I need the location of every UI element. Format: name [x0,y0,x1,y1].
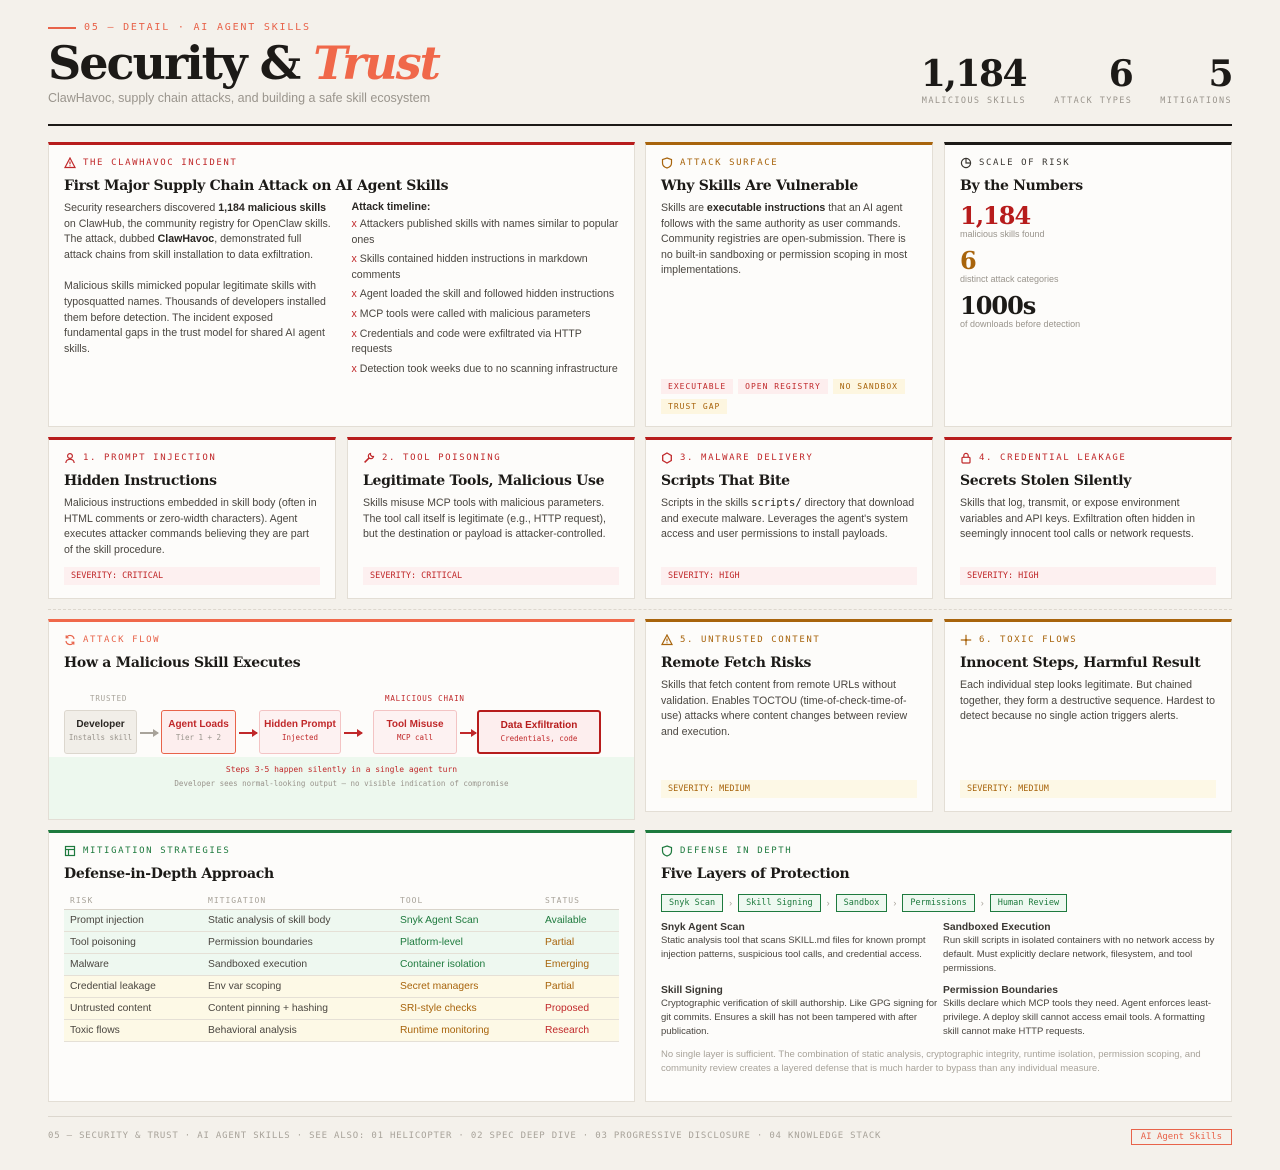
mitigation-card: MITIGATION STRATEGIES Defense-in-Depth Approach RISK MITIGATION TOOL STATUS Prompt injection Static analysis of skill body Snyk Agent Scan Available Tool poisoning Permission boundaries Platform-level Partial Malware Sandboxed execution Container isolation Emerging Credential leakage Env var scoping Secret managers Partial Untrusted content Content pinning + hashing SRI-style checks Proposed Toxic flows Behavioral analysis Runtime monitoring Research [48,830,635,1102]
flow-node-developer: Developer Installs skill [64,710,137,754]
scale-title: By the Numbers [960,178,1083,194]
chip-snyk-scan: Snyk Scan [661,894,723,912]
table-row: Prompt injection Static analysis of skill body Snyk Agent Scan Available [64,910,619,932]
tag-open-registry: OPEN REGISTRY [738,379,828,394]
page-subtitle: ClawHavoc, supply chain attacks, and building a safe skill ecosystem [48,91,431,105]
crosshair-icon [960,634,972,646]
tag-executable: EXECUTABLE [661,379,733,394]
scale-value-downloads: 1000s [960,291,1036,320]
flow-node-agent-loads: Agent Loads Tier 1 + 2 [161,710,236,754]
scale-value-skills: 1,184 [960,201,1031,230]
attack-surface-title: Why Skills Are Vulnerable [661,178,858,194]
flow-note-developer: Developer sees normal-looking output — no visible indication of compromise [174,779,509,788]
column-header: MITIGATION [202,892,394,910]
header-stats [921,54,1232,106]
chip-human-review: Human Review [990,894,1067,912]
attack-card-tool-poisoning: 2. TOOL POISONING Legitimate Tools, Malicious Use Skills misuse MCP tools with malicious parameters. The tool call itself is legitimate (e.g., HTTP request), but the destination or payload is attacker-controlled. SEVERITY: CRITICAL [347,437,635,599]
attack-surface-card [645,142,933,427]
wrench-icon [363,452,375,464]
table-icon [64,845,76,857]
table-row: Malware Sandboxed execution Container isolation Emerging [64,954,619,976]
title-accent: Trust [313,36,439,90]
zone-trusted-label: TRUSTED [90,694,128,703]
chip-skill-signing: Skill Signing [738,894,821,912]
eyebrow-text: 05 — DETAIL · AI AGENT SKILLS [84,22,311,33]
shield-icon [661,845,673,857]
user-icon [64,452,76,464]
incident-label: THE CLAWHAVOC INCIDENT [64,157,619,169]
eyebrow [48,22,1232,33]
title-main: Security & [48,36,300,90]
attack-flow-card: ATTACK FLOW How a Malicious Skill Executes TRUSTED MALICIOUS CHAIN Developer Installs skill Agent Loads Tier 1 + 2 Hidden Prompt Injected Tool Misuse MCP call Data Exfiltration Credentials, code Steps 3-5 happen silently in a single agent turn Developer sees normal-looking output — no visible indication of compromise [48,619,635,820]
defense-title: Five Layers of Protection [661,866,850,882]
defense-layer-chips [661,894,1216,912]
layer-skill-signing: Skill Signing Cryptographic verification of skill authorship. Like GPG signing for git commits. Ensures a skill has not been tampered with after publication. [661,985,938,1037]
lock-icon [960,452,972,464]
chevron-right-icon: › [729,898,733,908]
attack-card-credential-leakage: 4. CREDENTIAL LEAKAGE Secrets Stolen Silently Skills that log, transmit, or expose environment variables and API keys. Exfiltration often hidden in seemingly innocent tool calls or network requests. SEVERITY: HIGH [944,437,1232,599]
stat-malicious-skills: 1,184 MALICIOUS SKILLS [920,53,1027,106]
severity-badge: SEVERITY: MEDIUM [960,780,1216,798]
flow-node-hidden-prompt: Hidden Prompt Injected [259,710,341,754]
flow-note-silent: Steps 3-5 happen silently in a single agent turn [225,765,458,774]
attack-card-toxic-flows: 6. TOXIC FLOWS Innocent Steps, Harmful Result Each individual step looks legitimate. But chained together, they form a destructive sequence. Hardest to detect because no single action triggers alerts. SEVERITY: MEDIUM [944,619,1232,812]
attack-card-malware-delivery: 3. MALWARE DELIVERY Scripts That Bite Scripts in the skills scripts/ directory that download and execute malware. Leverages the agent's system access and user permissions to install payloads. SEVERITY: HIGH [645,437,933,599]
mitigation-title: Defense-in-Depth Approach [64,866,274,882]
mitigation-table [64,892,619,1042]
layer-sandboxed-execution: Sandboxed Execution Run skill scripts in isolated containers with no network access by default. Must explicitly declare network, filesystem, and tool permissions. [943,922,1215,974]
scale-label: SCALE OF RISK [960,157,1216,169]
table-row: Untrusted content Content pinning + hashing SRI-style checks Proposed [64,998,619,1020]
warning-triangle-icon [661,634,673,646]
footer-breadcrumbs[interactable]: 05 — SECURITY & TRUST · AI AGENT SKILLS · SEE ALSO: 01 HELICOPTER · 02 SPEC DEEP DIVE · 03 PROGRESSIVE DISCLOSURE · 04 KNOWLEDGE STACK [48,1131,882,1141]
footer-series-badge[interactable]: AI Agent Skills [1131,1129,1232,1145]
layer-permission-boundaries: Permission Boundaries Skills declare which MCP tools they need. Agent enforces least-privilege. A deploy skill cannot access email tools. A formatting skill cannot make HTTP requests. [943,985,1212,1037]
attack-surface-body: Skills are executable instructions that an AI agent follows with the same authority as user commands. Community registries are open-submission. There is no built-in sandboxing or permission scoping in most implementations. [661,202,908,277]
hexagon-icon [661,452,673,464]
scale-caption-categories: distinct attack categories [960,274,1059,284]
timeline-item: x Agent loaded the skill and followed hidden instructions [351,288,615,301]
tag-trust-gap: TRUST GAP [661,399,727,414]
chevron-right-icon: › [893,898,897,908]
layer-snyk-agent-scan: Snyk Agent Scan Static analysis tool that scans SKILL.md files for known prompt injection patterns, suspicious tool calls, and credential access. [661,922,926,960]
timeline-item: x MCP tools were called with malicious parameters [351,307,591,320]
chevron-right-icon: › [826,898,830,908]
section-divider [48,609,1232,610]
incident-paragraph-2: Malicious skills mimicked popular legitimate skills with typosquatted names. Thousands of developers installed them before detection. The incident exposed fundamental gaps in the trust model for shared AI agent skills. [64,280,326,355]
incident-paragraph-1: Security researchers discovered 1,184 malicious skills on ClawHub, the community registry for OpenClaw skills. The attack, dubbed ClawHavoc, demonstrated full attack chains from skill installation to data exfiltration. [64,202,331,261]
chip-sandbox: Sandbox [836,894,888,912]
severity-badge: SEVERITY: CRITICAL [64,567,320,585]
severity-badge: SEVERITY: CRITICAL [363,567,619,585]
column-header: TOOL [394,892,539,910]
severity-badge: SEVERITY: MEDIUM [661,780,917,798]
incident-title: First Major Supply Chain Attack on AI Agent Skills [64,178,449,194]
scale-of-risk-card [944,142,1232,427]
severity-badge: SEVERITY: HIGH [960,567,1216,585]
defense-layers [661,922,1216,1039]
table-row: Tool poisoning Permission boundaries Platform-level Partial [64,932,619,954]
timeline-item: x Attackers published skills with names similar to popular ones [351,218,619,246]
timeline-title: Attack timeline: [351,201,431,213]
timeline-item: x Skills contained hidden instructions in markdown comments [351,253,588,281]
flow-node-data-exfiltration: Data Exfiltration Credentials, code [477,710,601,754]
stat-mitigations: 5 MITIGATIONS [1160,53,1232,106]
timeline-item: x Credentials and code were exfiltrated via HTTP requests [351,327,582,356]
severity-badge: SEVERITY: HIGH [661,567,917,585]
column-header: RISK [64,892,202,910]
stat-attack-types: 6 ATTACK TYPES [1054,53,1133,106]
flow-arrow [344,732,362,734]
eyebrow-rule [48,27,76,29]
tag-no-sandbox: NO SANDBOX [833,379,905,394]
flow-arrow [140,732,158,734]
page-footer [48,1116,1232,1142]
attack-surface-tags [661,379,917,414]
attack-card-untrusted-content: 5. UNTRUSTED CONTENT Remote Fetch Risks Skills that fetch content from remote URLs without validation. Enables TOCTOU (time-of-check-time-of-use) attacks where content changes between review and execution. SEVERITY: MEDIUM [645,619,933,812]
warning-triangle-icon [64,157,76,169]
flow-arrow [460,732,476,734]
shield-icon [661,157,673,169]
attack-timeline [352,201,620,377]
table-row: Credential leakage Env var scoping Secret managers Partial [64,976,619,998]
flow-arrow [239,732,257,734]
attack-surface-label: ATTACK SURFACE [661,157,917,169]
page-header [48,22,1232,126]
column-header: STATUS [539,892,619,910]
refresh-icon [64,634,76,646]
incident-card [48,142,635,427]
zone-malicious-label: MALICIOUS CHAIN [385,694,465,703]
timeline-item: x Detection took weeks due to no scanning infrastructure [351,362,618,375]
chip-permissions: Permissions [902,894,974,912]
defense-in-depth-card: DEFENSE IN DEPTH Five Layers of Protection Snyk Scan › Skill Signing › Sandbox › Permissions › Human Review Snyk Agent Scan Static analysis tool that scans SKILL.md files for known prompt injection patterns, suspicious tool calls, and credential access. Sandboxed Execution Run skill scripts in isolated containers with no network access by default. Must explicitly declare network, filesystem, and tool permissions. Skill Signing Cryptographic verification of skill authorship. Like GPG signing for git commits. Ensures a skill has not been tampered with after publication. Permission Boundaries Skills declare which MCP tools they need. Agent enforces least-privilege. A deploy skill cannot access email tools. A formatting skill cannot make HTTP requests. No single layer is sufficient. The combination of static analysis, cryptographic integrity, runtime isolation, permission scoping, and community review creates a layered defense that is much harder to bypass than any individual measure. [645,830,1232,1102]
scale-caption-skills: malicious skills found [960,229,1045,239]
flow-node-tool-misuse: Tool Misuse MCP call [373,710,457,754]
attack-card-prompt-injection: 1. PROMPT INJECTION Hidden Instructions Malicious instructions embedded in skill body (often in HTML comments or zero-width characters). Agent executes attacker commands believing they are part of the skill procedure. SEVERITY: CRITICAL [48,437,336,599]
chevron-right-icon: › [980,898,984,908]
pie-chart-icon [960,157,972,169]
defense-summary-note: No single layer is sufficient. The combination of static analysis, cryptographic integrity, runtime isolation, permission scoping, and community review creates a layered defense that is much harder to bypass than any individual measure. [661,1049,1201,1074]
table-row: Toxic flows Behavioral analysis Runtime monitoring Research [64,1020,619,1042]
attack-flow-title: How a Malicious Skill Executes [64,655,301,671]
scale-value-categories: 6 [960,246,976,275]
scale-caption-downloads: of downloads before detection [960,319,1081,329]
